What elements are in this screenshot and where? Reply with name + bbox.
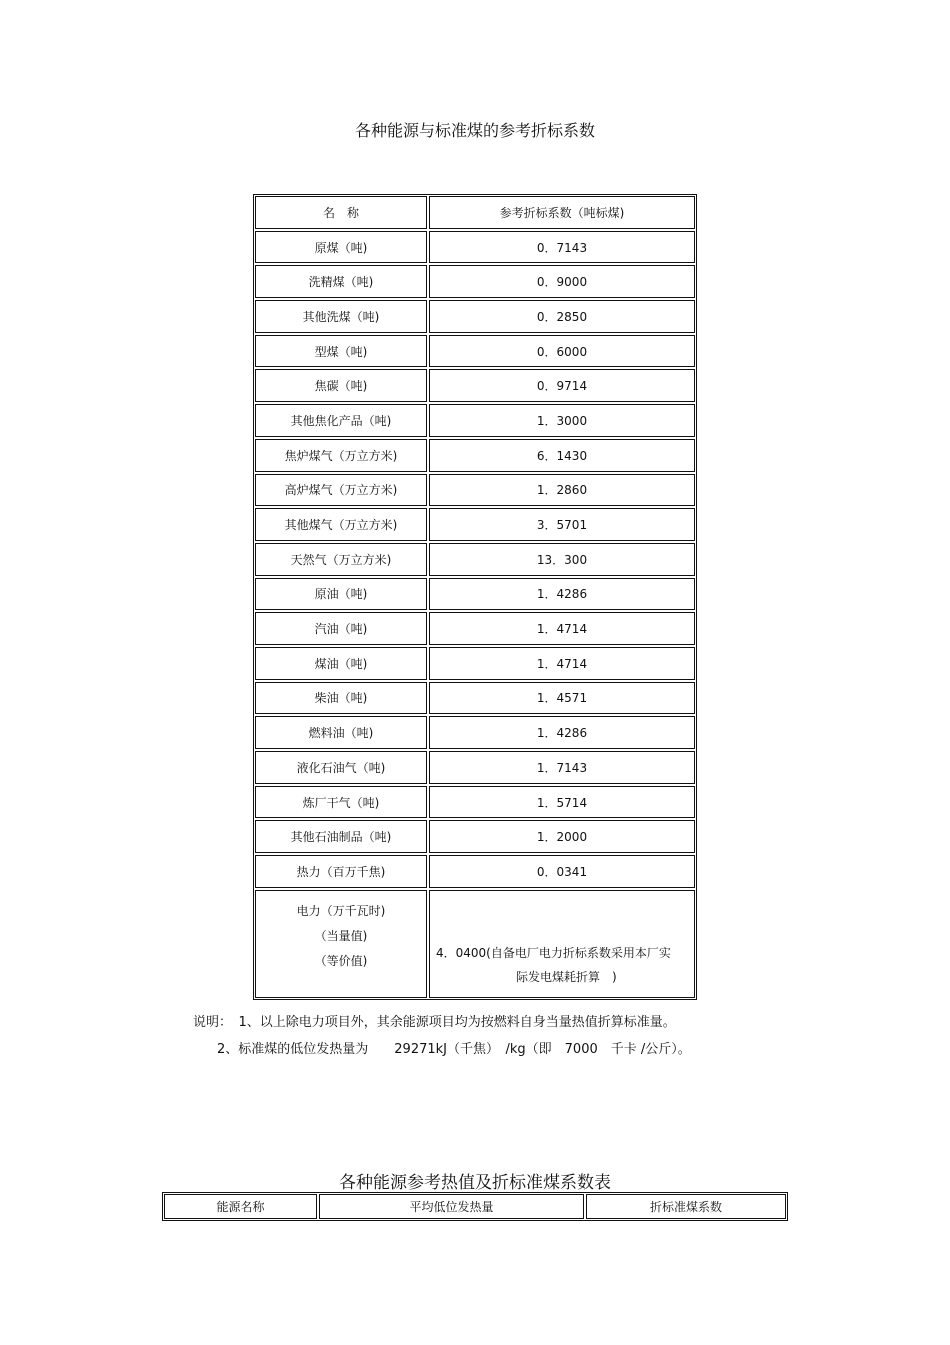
energy-name: 高炉煤气（万立方米) <box>255 474 427 507</box>
table-row <box>255 820 695 853</box>
page-title: 各种能源与标准煤的参考折标系数 <box>354 121 595 140</box>
coefficient-value: 3．5701 <box>429 508 695 541</box>
coefficient-value: 13．300 <box>429 543 695 576</box>
table-row <box>255 786 695 819</box>
coefficient-table <box>253 194 697 1000</box>
coefficient-value: 1．2860 <box>429 474 695 507</box>
heat-value-table <box>162 1192 788 1221</box>
electricity-name-line: （等价值) <box>314 953 368 968</box>
table-row <box>255 612 695 645</box>
coefficient-value: 6．1430 <box>429 439 695 472</box>
coefficient-value: 1．5714 <box>429 786 695 819</box>
energy-name: 燃料油（吨) <box>255 716 427 749</box>
table-row <box>255 682 695 715</box>
energy-name: 其他焦化产品（吨) <box>255 404 427 437</box>
energy-name: 洗精煤（吨) <box>255 265 427 298</box>
energy-name: 原油（吨) <box>255 578 427 611</box>
table-row <box>255 855 695 888</box>
table-row <box>255 439 695 472</box>
table-row <box>255 300 695 333</box>
electricity-name <box>255 890 427 998</box>
table-row <box>255 335 695 368</box>
electricity-value-line: 际发电煤耗折算 ) <box>516 969 617 984</box>
table-row <box>255 369 695 402</box>
energy-name: 汽油（吨) <box>255 612 427 645</box>
energy-name: 天然气（万立方米) <box>255 543 427 576</box>
header-conversion-factor: 折标准煤系数 <box>586 1194 786 1219</box>
coefficient-value: 1．3000 <box>429 404 695 437</box>
coefficient-value: 1．4286 <box>429 716 695 749</box>
table-row <box>255 474 695 507</box>
energy-name: 液化石油气（吨) <box>255 751 427 784</box>
electricity-name-line: （当量值) <box>314 928 368 943</box>
header-coefficient: 参考折标系数（吨标煤) <box>429 196 695 229</box>
energy-name: 焦碳（吨) <box>255 369 427 402</box>
electricity-value <box>429 890 695 998</box>
coefficient-value: 1．4714 <box>429 612 695 645</box>
coefficient-value: 0．9714 <box>429 369 695 402</box>
coefficient-value: 1．4571 <box>429 682 695 715</box>
coefficient-value: 0．7143 <box>429 231 695 264</box>
energy-name: 其他煤气（万立方米) <box>255 508 427 541</box>
note-line-2: 2、标准煤的低位发热量为 29271kJ（千焦） /kg（即 7000 千卡 /公斤）。 <box>217 1042 691 1057</box>
coefficient-value: 1．4286 <box>429 578 695 611</box>
energy-name: 热力（百万千焦) <box>255 855 427 888</box>
note-line-1: 说明： 1、以上除电力项目外，其余能源项目均为按燃料自身当量热值折算标准量。 <box>193 1015 676 1030</box>
header-energy-name: 能源名称 <box>164 1194 317 1219</box>
energy-name: 柴油（吨) <box>255 682 427 715</box>
table-header-row <box>255 196 695 229</box>
header-heat-value: 平均低位发热量 <box>319 1194 584 1219</box>
coefficient-value: 0．9000 <box>429 265 695 298</box>
coefficient-value: 0．0341 <box>429 855 695 888</box>
energy-name: 煤油（吨) <box>255 647 427 680</box>
table-row <box>255 508 695 541</box>
energy-name: 型煤（吨) <box>255 335 427 368</box>
table-row <box>255 404 695 437</box>
coefficient-value: 0．2850 <box>429 300 695 333</box>
coefficient-value: 1．7143 <box>429 751 695 784</box>
energy-name: 焦炉煤气（万立方米) <box>255 439 427 472</box>
table-row <box>255 578 695 611</box>
coefficient-value: 1．2000 <box>429 820 695 853</box>
table-row <box>255 543 695 576</box>
electricity-name-line: 电力（万千瓦时) <box>296 903 386 918</box>
energy-name: 炼厂干气（吨) <box>255 786 427 819</box>
section-title: 各种能源参考热值及折标准煤系数表 <box>339 1173 611 1193</box>
table-row <box>255 231 695 264</box>
table-row <box>255 265 695 298</box>
energy-name: 原煤（吨) <box>255 231 427 264</box>
coefficient-value: 0．6000 <box>429 335 695 368</box>
table-row <box>255 716 695 749</box>
electricity-value-line: 4．0400(自备电厂电力折标系数采用本厂实 <box>436 945 671 960</box>
energy-name: 其他洗煤（吨) <box>255 300 427 333</box>
coefficient-value: 1．4714 <box>429 647 695 680</box>
table-row <box>255 751 695 784</box>
header-name: 名 称 <box>255 196 427 229</box>
energy-name: 其他石油制品（吨) <box>255 820 427 853</box>
table-row-electricity <box>255 890 695 998</box>
table-row <box>255 647 695 680</box>
